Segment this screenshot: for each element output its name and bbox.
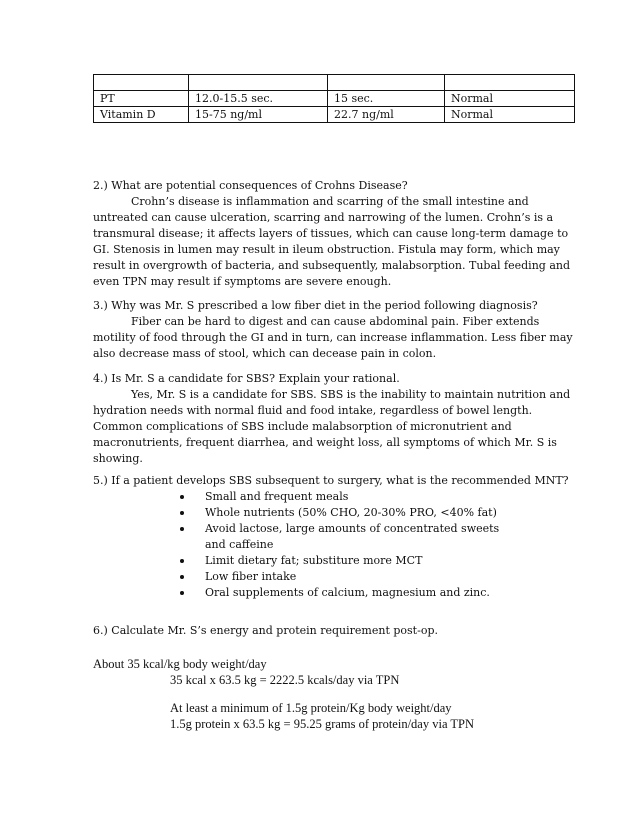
question-6-section (93, 623, 583, 639)
question-4-section (93, 371, 583, 467)
bullet-dot-icon (180, 495, 184, 499)
bullet-dot-icon (180, 527, 184, 531)
table-cell (328, 75, 445, 91)
calc-line-protein-result: 1.5g protein x 63.5 kg = 95.25 grams of protein/day via TPN (170, 717, 475, 731)
table-cell (189, 75, 328, 91)
calc-line-energy-result: 35 kcal x 63.5 kg = 2222.5 kcals/day via TPN (170, 673, 400, 687)
question-2-answer: Crohn’s disease is inflammation and scarring of the small intestine and untreated can cause ulceration, scarring and narrowing of the lumen. Crohn’s is a transmural disease; it affects layers of tissues, which can cause long-term damage to GI. Stenosis in lumen may result in ileum obstruction. Fistula may form, which may result in overgrowth of bacteria, and subsequently, malabsorption. Tubal feeding and even TPN may result if symptoms are severe enough. (93, 195, 571, 288)
table-cell: PT (94, 91, 189, 107)
calc-spacer (93, 688, 474, 700)
list-item: Small and frequent meals (175, 489, 505, 505)
question-2-section (93, 178, 583, 290)
table-cell: Normal (445, 91, 575, 107)
table-row (94, 75, 575, 91)
table-cell: 15 sec. (328, 91, 445, 107)
calc-line-protein-basis: At least a minimum of 1.5g protein/Kg body weight/day (170, 701, 452, 715)
table-cell: Normal (445, 107, 575, 123)
table-row (94, 91, 575, 107)
table-row (94, 107, 575, 123)
question-6-heading: 6.) Calculate Mr. S’s energy and protein requirement post-op. (93, 624, 438, 637)
bullet-dot-icon (180, 511, 184, 515)
calc-line-energy-basis: About 35 kcal/kg body weight/day (93, 657, 267, 671)
question-4-heading: 4.) Is Mr. S a candidate for SBS? Explain your rational. (93, 372, 400, 385)
table-cell: Vitamin D (94, 107, 189, 123)
question-3-section (93, 298, 583, 362)
bullet-dot-icon (180, 591, 184, 595)
list-item: Low fiber intake (175, 569, 505, 585)
mnt-bullet-list (175, 489, 505, 601)
lab-results-table (93, 74, 575, 123)
bullet-dot-icon (180, 575, 184, 579)
question-3-answer: Fiber can be hard to digest and can cause abdominal pain. Fiber extends motility of food through the GI and in turn, can increase inflammation. Less fiber may also decrease mass of stool, which can decease pain in colon. (93, 315, 573, 360)
question-4-answer: Yes, Mr. S is a candidate for SBS. SBS is the inability to maintain nutrition and hydration needs with normal fluid and food intake, regardless of bowel length. Common complications of SBS include malabsorption of micronutrient and macronutrients, frequent diarrhea, and weight loss, all symptoms of which Mr. S is showing. (93, 388, 571, 465)
question-5-section (93, 473, 583, 599)
question-5-heading: 5.) If a patient develops SBS subsequent to surgery, what is the recommended MNT? (93, 474, 569, 487)
list-item: Avoid lactose, large amounts of concentrated sweets and caffeine (175, 521, 505, 553)
calculation-block (93, 656, 474, 732)
table-cell: 15-75 ng/ml (189, 107, 328, 123)
list-item: Whole nutrients (50% CHO, 20-30% PRO, <40% fat) (175, 505, 505, 521)
table-cell: 22.7 ng/ml (328, 107, 445, 123)
table-cell (94, 75, 189, 91)
table-cell: 12.0-15.5 sec. (189, 91, 328, 107)
bullet-dot-icon (180, 559, 184, 563)
question-3-heading: 3.) Why was Mr. S prescribed a low fiber diet in the period following diagnosis? (93, 299, 538, 312)
list-item: Oral supplements of calcium, magnesium and zinc. (175, 585, 505, 601)
list-item: Limit dietary fat; substiture more MCT (175, 553, 505, 569)
table-cell (445, 75, 575, 91)
question-2-heading: 2.) What are potential consequences of Crohns Disease? (93, 179, 408, 192)
